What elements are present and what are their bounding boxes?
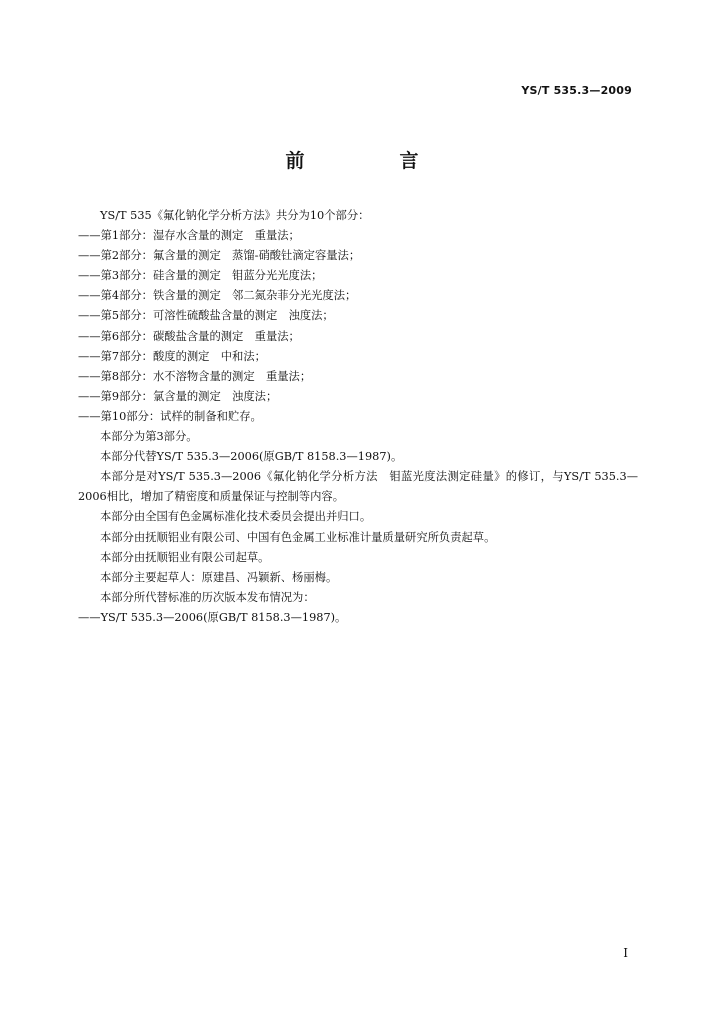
history-item: ——YS/T 535.3—2006(原GB/T 8158.3—1987)。 [78,610,347,624]
paragraph: 本部分为第3部分。 [100,430,198,444]
paragraph: 本部分由全国有色金属标准化技术委员会提出并归口。 [100,510,372,524]
list-item: ——第6部分：碳酸盐含量的测定 重量法； [78,329,300,343]
list-item: ——第8部分：水不溶物含量的测定 重量法； [78,369,312,383]
paragraph: 本部分由抚顺铝业有限公司、中国有色金属工业标准计量质量研究所负责起草。 [100,530,496,544]
foreword-body [78,206,638,628]
paragraph: 本部分所代替标准的历次版本发布情况为： [100,590,315,604]
list-item: ——第9部分：氯含量的测定 浊度法； [78,389,278,403]
paragraph: 本部分主要起草人：原建昌、冯颖新、杨丽梅。 [100,570,338,584]
list-item: ——第7部分：酸度的测定 中和法； [78,349,266,363]
list-item: ——第5部分：可溶性硫酸盐含量的测定 浊度法； [78,309,334,323]
page-number: I [623,946,628,960]
paragraph: 本部分是对YS/T 535.3—2006《氟化钠化学分析方法 钼蓝光度法测定硅量》的修订，与YS/T 535.3—2006相比，增加了精密度和质量保证与控制等内容。 [78,470,638,504]
list-item: ——第1部分：湿存水含量的测定 重量法； [78,229,300,243]
parts-list [78,226,638,427]
list-item: ——第4部分：铁含量的测定 邻二氮杂菲分光光度法； [78,289,357,303]
paragraph: 本部分代替YS/T 535.3—2006(原GB/T 8158.3—1987)。 [100,450,403,464]
list-item: ——第3部分：硅含量的测定 钼蓝分光光度法； [78,269,323,283]
list-item: ——第2部分：氟含量的测定 蒸馏-硝酸钍滴定容量法； [78,249,361,263]
paragraph: 本部分由抚顺铝业有限公司起草。 [100,550,270,564]
intro-line: YS/T 535《氟化钠化学分析方法》共分为10个部分： [100,209,370,222]
list-item: ——第10部分：试样的制备和贮存。 [78,409,262,423]
page-title: 前 言 [285,150,457,172]
document-code: YS/T 535.3—2009 [521,84,632,97]
